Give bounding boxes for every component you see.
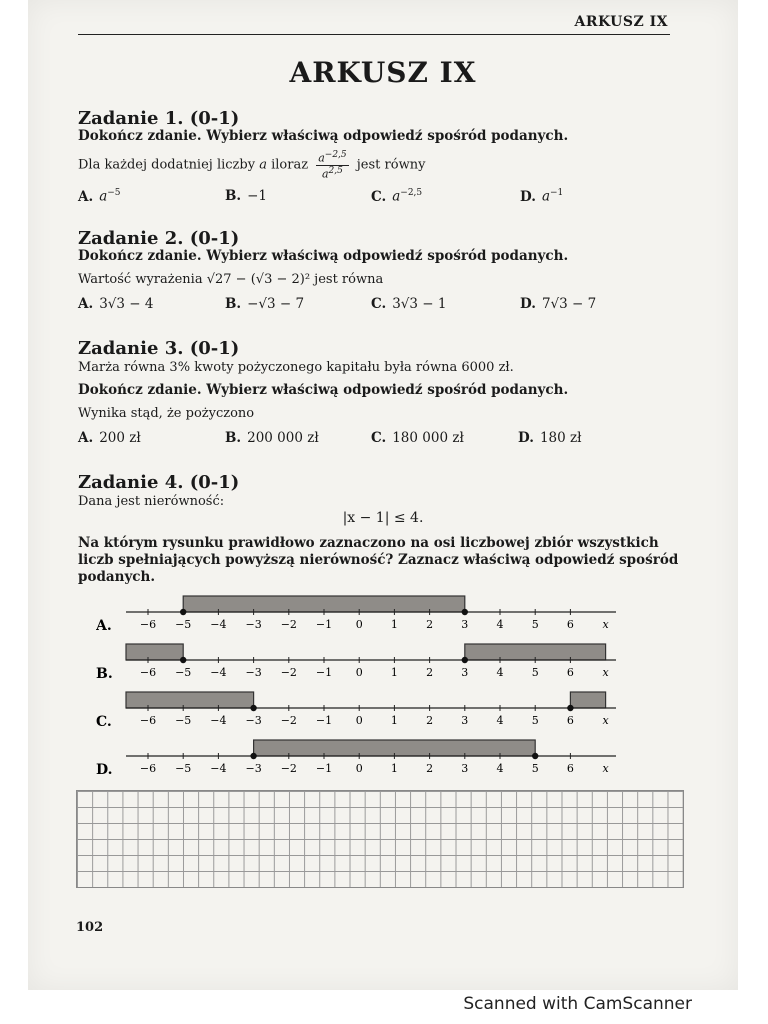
axis-label-x: x <box>602 762 609 775</box>
tick-label: 2 <box>426 666 434 679</box>
option-letter: B. <box>96 666 113 682</box>
axis-label-x: x <box>602 618 609 631</box>
task1-option-a[interactable]: A. $a^{-5}$ <box>78 188 121 205</box>
tick-label: −1 <box>315 762 333 775</box>
task3-question: Wynika stąd, że pożyczono <box>78 406 255 421</box>
tick-label: 1 <box>390 714 398 727</box>
task1-heading: Zadanie 1. (0-1) <box>78 108 240 129</box>
task4-instruction-line3: podanych. <box>78 569 156 585</box>
tick-label: −1 <box>315 666 333 679</box>
tick-label: 2 <box>426 762 434 775</box>
task1-fraction: $\frac{a^{-2,5}}{a^{2,5}}$ <box>318 150 347 181</box>
task1-question: Dla każdej dodatniej liczby a iloraz $\frac{a^{-2,5}}{a^{2,5}}$ jest równy <box>78 150 426 181</box>
tick-label: −5 <box>175 618 192 631</box>
task4-statement: Dana jest nierówność: <box>78 494 225 509</box>
tick-label: 1 <box>390 762 398 775</box>
task3-option-b[interactable]: B. 200 000 zł <box>225 430 319 446</box>
task3-instruction: Dokończ zdanie. Wybierz właściwą odpowiedź spośród podanych. <box>78 382 569 398</box>
tick-label: −2 <box>280 714 297 727</box>
axis-label-x: x <box>602 714 609 727</box>
task2-option-a[interactable]: A. 3√3 − 4 <box>78 296 154 312</box>
tick-label: −4 <box>210 714 227 727</box>
shaded-interval <box>570 692 605 708</box>
tick-label: −1 <box>315 618 333 631</box>
tick-label: −6 <box>139 762 157 775</box>
tick-label: −2 <box>280 666 297 679</box>
task2-heading: Zadanie 2. (0-1) <box>78 228 240 249</box>
task2-option-c[interactable]: C. 3√3 − 1 <box>371 296 447 312</box>
tick-label: −2 <box>280 762 297 775</box>
task1-option-d[interactable]: D. $a^{-1}$ <box>520 188 564 205</box>
endpoint-dot <box>180 609 186 615</box>
tick-label: −4 <box>210 618 227 631</box>
tick-label: −5 <box>175 762 192 775</box>
tick-label: 0 <box>355 618 363 631</box>
tick-label: −4 <box>210 666 227 679</box>
tick-label: 6 <box>566 618 574 631</box>
header-rule <box>78 34 670 35</box>
tick-label: 1 <box>390 666 398 679</box>
number-line-c[interactable] <box>96 686 616 730</box>
option-letter: D. <box>96 762 113 778</box>
endpoint-dot <box>532 753 538 759</box>
task2-question: Wartość wyrażenia √27 − (√3 − 2)² jest równa <box>78 272 384 287</box>
tick-label: 5 <box>531 762 539 775</box>
task4-inequality: |x − 1| ≤ 4. <box>342 510 424 526</box>
task3-heading: Zadanie 3. (0-1) <box>78 338 240 359</box>
endpoint-dot <box>462 657 468 663</box>
tick-label: −3 <box>245 666 262 679</box>
axis-label-x: x <box>602 666 609 679</box>
option-letter: C. <box>96 714 112 730</box>
endpoint-dot <box>180 657 186 663</box>
task4-heading: Zadanie 4. (0-1) <box>78 472 240 493</box>
task2-instruction: Dokończ zdanie. Wybierz właściwą odpowiedź spośród podanych. <box>78 248 569 264</box>
shaded-interval <box>126 692 254 708</box>
shaded-interval <box>126 644 183 660</box>
running-header: ARKUSZ IX <box>574 14 668 30</box>
tick-label: −3 <box>245 762 262 775</box>
tick-label: −2 <box>280 618 297 631</box>
tick-label: −6 <box>139 618 157 631</box>
tick-label: 0 <box>355 714 363 727</box>
tick-label: 1 <box>390 618 398 631</box>
endpoint-dot <box>462 609 468 615</box>
endpoint-dot <box>250 705 256 711</box>
tick-label: 0 <box>355 762 363 775</box>
endpoint-dot <box>250 753 256 759</box>
number-line-d[interactable] <box>96 734 616 778</box>
task2-option-d[interactable]: D. 7√3 − 7 <box>520 296 597 312</box>
tick-label: 2 <box>426 618 434 631</box>
tick-label: 3 <box>461 714 469 727</box>
task1-option-c[interactable]: C. $a^{-2,5}$ <box>371 188 423 205</box>
tick-label: −6 <box>139 714 157 727</box>
tick-label: 6 <box>566 666 574 679</box>
task1-option-b[interactable]: B. −1 <box>225 188 268 204</box>
tick-label: 4 <box>496 618 504 631</box>
tick-label: 4 <box>496 762 504 775</box>
tick-label: −3 <box>245 714 262 727</box>
tick-label: 6 <box>566 762 574 775</box>
tick-label: −5 <box>175 666 192 679</box>
tick-label: 3 <box>461 666 469 679</box>
task3-option-d[interactable]: D. 180 zł <box>518 430 582 446</box>
tick-label: −5 <box>175 714 192 727</box>
tick-label: 4 <box>496 666 504 679</box>
number-line-a[interactable] <box>96 590 616 634</box>
scratch-grid <box>76 790 684 888</box>
tick-label: 3 <box>461 618 469 631</box>
task3-option-a[interactable]: A. 200 zł <box>78 430 141 446</box>
tick-label: −6 <box>139 666 157 679</box>
tick-label: −3 <box>245 618 262 631</box>
scanned-page <box>28 0 738 990</box>
task2-option-b[interactable]: B. −√3 − 7 <box>225 296 305 312</box>
endpoint-dot <box>567 705 573 711</box>
tick-label: 6 <box>566 714 574 727</box>
tick-label: 3 <box>461 762 469 775</box>
tick-label: 4 <box>496 714 504 727</box>
task1-instruction: Dokończ zdanie. Wybierz właściwą odpowiedź spośród podanych. <box>78 128 569 144</box>
tick-label: 2 <box>426 714 434 727</box>
page-title: ARKUSZ IX <box>289 56 477 89</box>
option-letter: A. <box>96 618 112 634</box>
tick-label: 5 <box>531 666 539 679</box>
tick-label: 5 <box>531 618 539 631</box>
number-line-b[interactable] <box>96 638 616 682</box>
tick-label: −4 <box>210 762 227 775</box>
page-number: 102 <box>76 920 104 935</box>
task3-option-c[interactable]: C. 180 000 zł <box>371 430 464 446</box>
task4-instruction-line1: Na którym rysunku prawidłowo zaznaczono na osi liczbowej zbiór wszystkich <box>78 535 659 551</box>
task4-instruction-line2: liczb spełniających powyższą nierówność? Zaznacz właściwą odpowiedź spośród <box>78 552 679 568</box>
tick-label: 0 <box>355 666 363 679</box>
tick-label: −1 <box>315 714 333 727</box>
task3-statement: Marża równa 3% kwoty pożyczonego kapitału była równa 6000 zł. <box>78 360 514 375</box>
tick-label: 5 <box>531 714 539 727</box>
camscanner-watermark: Scanned with CamScanner <box>463 994 692 1014</box>
